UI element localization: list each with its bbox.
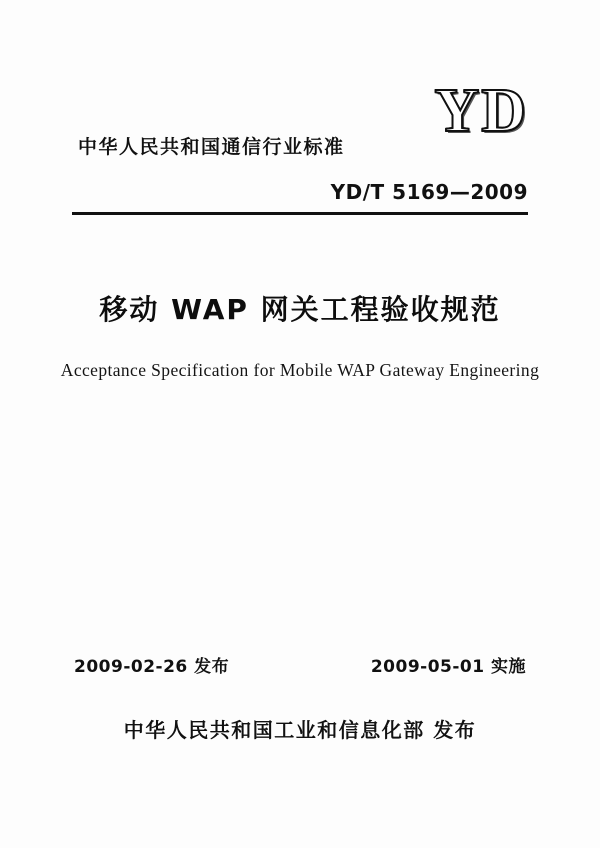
issuing-authority: 中华人民共和国工业和信息化部 发布 bbox=[123, 718, 477, 742]
industry-standard-line: 中华人民共和国通信行业标准 bbox=[78, 136, 345, 158]
cover-header bbox=[72, 77, 528, 210]
page-subtitle-english: Acceptance Specification for Mobile WAP Gateway Engineering bbox=[60, 360, 540, 380]
page-title: 移动 WAP 网关工程验收规范 bbox=[99, 293, 501, 326]
publish-date: 2009-02-26 发布 bbox=[74, 657, 230, 677]
dates-row bbox=[72, 652, 528, 678]
effective-date: 2009-05-01 实施 bbox=[370, 657, 526, 677]
standard-number: YD/T 5169—2009 bbox=[330, 180, 528, 204]
header-divider bbox=[72, 212, 528, 215]
yd-emblem-icon: YD bbox=[434, 77, 528, 145]
